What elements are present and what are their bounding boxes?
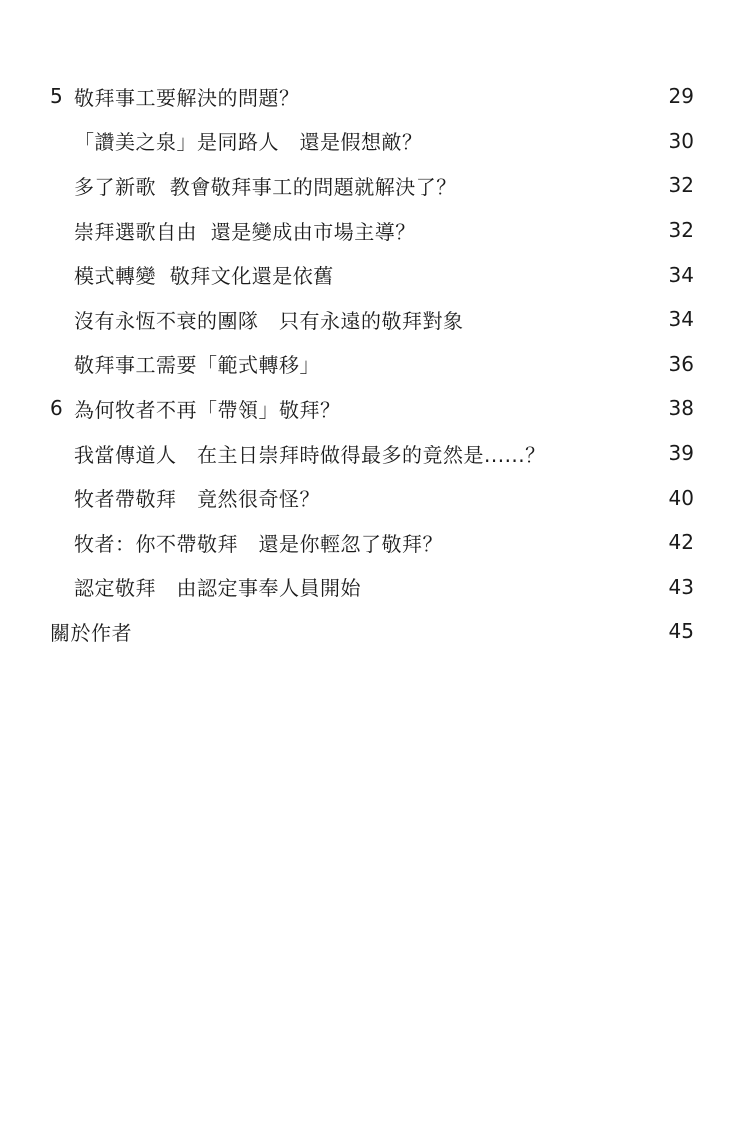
toc-entry[interactable]	[50, 520, 694, 565]
toc-entry-title: 模式轉變 敬拜文化還是依舊	[74, 264, 334, 289]
toc-page-number: 32	[668, 173, 694, 198]
toc-entry[interactable]	[50, 475, 694, 520]
toc-entry[interactable]	[50, 163, 694, 208]
toc-entry-title: 敬拜事工需要「範式轉移」	[74, 353, 320, 378]
chapter-number: 5	[50, 84, 64, 109]
toc-entry[interactable]	[50, 119, 694, 164]
toc-chapter-6[interactable]	[50, 386, 694, 431]
toc-entry[interactable]	[50, 297, 694, 342]
toc-page-number: 34	[668, 262, 694, 287]
toc-entry-title: 我當傳道人 在主日崇拜時做得最多的竟然是......？	[74, 442, 546, 467]
toc-entry-title: 沒有永恆不衰的團隊 只有永遠的敬拜對象	[74, 308, 464, 333]
toc-entry-title: 牧者帶敬拜 竟然很奇怪？	[74, 487, 320, 512]
toc-page-number: 32	[668, 218, 694, 243]
toc-entry[interactable]	[50, 431, 694, 476]
toc-page-number: 43	[668, 574, 694, 599]
toc-entry-title: 「讚美之泉」是同路人 還是假想敵？	[74, 130, 423, 155]
toc-page-number: 36	[668, 351, 694, 376]
toc-page-number: 42	[668, 530, 694, 555]
toc-entry-title: 牧者：你不帶敬拜 還是你輕忽了敬拜？	[74, 531, 443, 556]
toc-entry-title: 認定敬拜 由認定事奉人員開始	[74, 576, 361, 601]
toc-page-number: 45	[668, 619, 694, 644]
toc-entry-title: 多了新歌 教會敬拜事工的問題就解決了？	[74, 174, 457, 199]
toc-entry[interactable]	[50, 252, 694, 297]
toc-page-number: 40	[668, 485, 694, 510]
toc-page-number: 39	[668, 441, 694, 466]
toc-entry[interactable]	[50, 565, 694, 610]
toc-entry-title: 敬拜事工要解決的問題？	[74, 85, 300, 110]
toc-page-number: 30	[668, 128, 694, 153]
chapter-number: 6	[50, 396, 64, 421]
toc-entry-title: 關於作者	[50, 620, 132, 645]
toc-page-number: 29	[668, 84, 694, 109]
toc-entry[interactable]	[50, 342, 694, 387]
toc-entry-about-author[interactable]	[50, 609, 694, 654]
toc-page-number: 38	[668, 396, 694, 421]
table-of-contents	[50, 74, 694, 654]
toc-chapter-5[interactable]	[50, 74, 694, 119]
toc-entry-title: 崇拜選歌自由 還是變成由市場主導？	[74, 219, 416, 244]
toc-entry-title: 為何牧者不再「帶領」敬拜？	[74, 397, 341, 422]
toc-entry[interactable]	[50, 208, 694, 253]
toc-page-number: 34	[668, 307, 694, 332]
